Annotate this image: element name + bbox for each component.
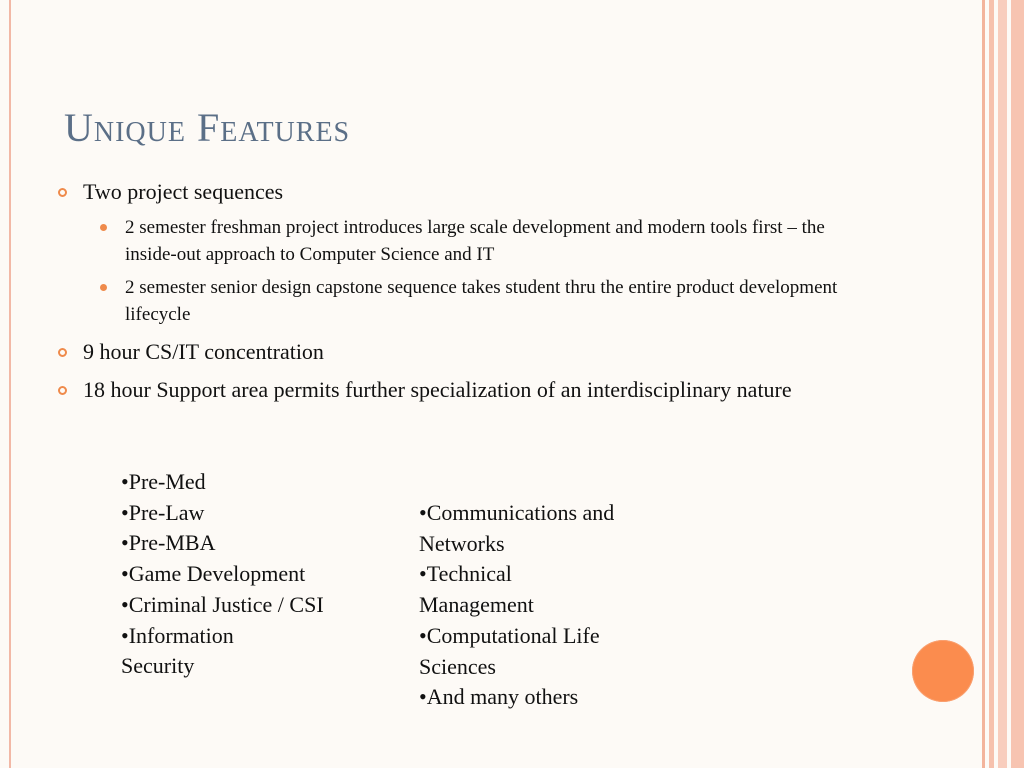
stripe (989, 0, 995, 768)
area-item: •Criminal Justice / CSI (121, 591, 324, 617)
area-item: •Information Security (121, 622, 234, 679)
ring-bullet-icon (58, 188, 67, 197)
ring-bullet-icon (58, 348, 67, 357)
decorative-stripes (978, 0, 1024, 768)
stripe (1011, 0, 1024, 768)
area-item: •Pre-Med (121, 469, 206, 494)
bullet-list (58, 176, 878, 412)
stripe (982, 0, 985, 768)
bullet-text: 9 hour CS/IT concentration (83, 339, 324, 364)
sub-bullet-text: 2 semester senior design capstone sequence takes student thru the entire product development lifecycle (125, 277, 838, 325)
bullet-item (58, 336, 878, 367)
sub-bullet-item (100, 274, 865, 328)
slide-title: Unique Features (64, 105, 351, 150)
area-item: •Pre-MBA (121, 530, 216, 556)
areas-right-column (419, 498, 679, 713)
area-item: •Pre-Law (121, 499, 205, 525)
left-border-line (9, 0, 11, 768)
dot-bullet-icon (100, 224, 107, 231)
bullet-text: 18 hour Support area permits further specialization of an interdisciplinary nature (83, 377, 792, 402)
bullet-item (58, 176, 878, 207)
area-item: •And many others (419, 684, 579, 710)
sub-bullet-text: 2 semester freshman project introduces large scale development and modern tools first – the inside-out approach to Computer Science and IT (125, 217, 825, 265)
decorative-circle (912, 640, 974, 702)
bullet-text: Two project sequences (83, 179, 284, 204)
area-item: •Technical Management (419, 561, 534, 618)
area-item: •Game Development (121, 561, 306, 587)
area-item: •Computational Life Sciences (419, 622, 600, 679)
area-item: •Communications and Networks (419, 500, 615, 556)
ring-bullet-icon (58, 386, 67, 395)
bullet-item (58, 374, 878, 405)
sub-bullet-item (100, 214, 865, 268)
dot-bullet-icon (100, 284, 107, 291)
stripe (998, 0, 1006, 768)
areas-left-column (121, 467, 381, 682)
